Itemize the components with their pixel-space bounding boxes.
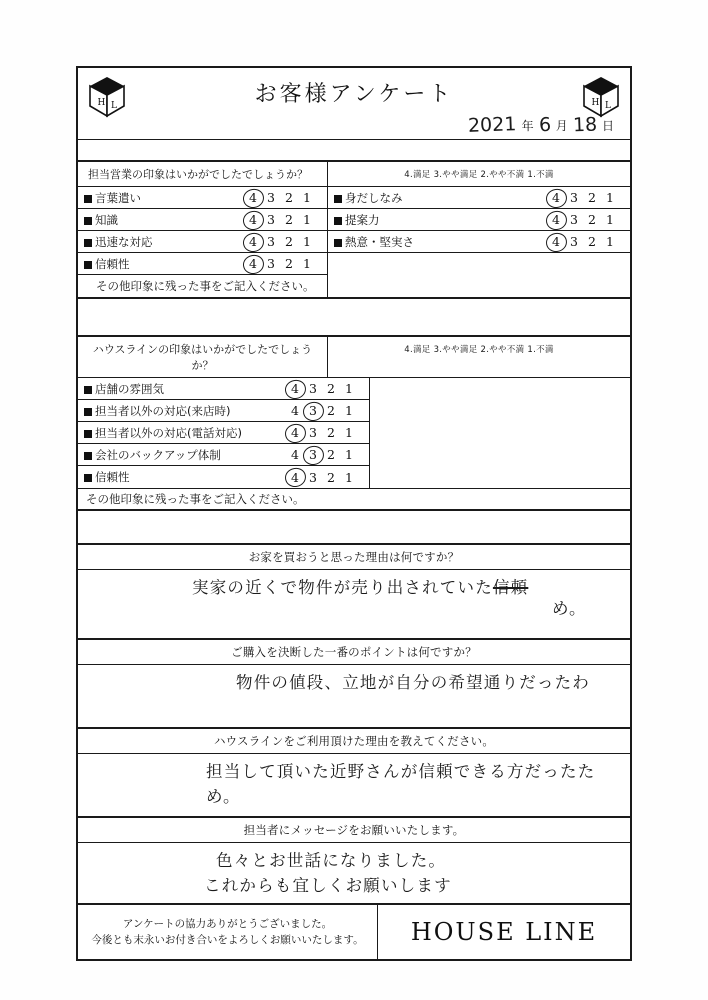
- rating-option-1[interactable]: 1: [303, 256, 311, 271]
- rating-option-1[interactable]: 1: [345, 403, 353, 418]
- rating-option-3[interactable]: 3: [309, 425, 317, 440]
- rating-label: 店舗の雰囲気: [78, 381, 289, 397]
- section1-rating-grid: [78, 187, 630, 299]
- rating-label: 会社のバックアップ体制: [78, 447, 289, 463]
- rating-scale[interactable]: [247, 212, 327, 227]
- rating-option-4[interactable]: 4: [247, 190, 259, 205]
- rating-scale[interactable]: [289, 447, 369, 462]
- date-month-value: 6: [538, 113, 552, 137]
- rating-scale[interactable]: [289, 403, 369, 418]
- rating-scale[interactable]: [247, 256, 327, 271]
- struck-text: 信頼: [492, 578, 529, 597]
- empty-cell: [328, 253, 630, 275]
- rating-option-3[interactable]: 3: [267, 234, 275, 249]
- rating-label: 信頼性: [78, 256, 247, 272]
- rating-row[interactable]: [78, 378, 369, 400]
- rating-scale[interactable]: [550, 212, 630, 227]
- handwritten-answer-3: 担当して頂いた近野さんが信頼できる方だったため。: [206, 762, 596, 806]
- free-answer-4[interactable]: [78, 843, 630, 905]
- rating-option-1[interactable]: 1: [606, 212, 614, 227]
- rating-label: 熱意・堅実さ: [328, 234, 550, 250]
- bullet-square-icon: [84, 430, 92, 438]
- free-question-prompt-4: 担当者にメッセージをお願いいたします。: [78, 818, 630, 843]
- rating-option-1[interactable]: 1: [303, 190, 311, 205]
- form-footer: [78, 905, 630, 959]
- rating-option-2[interactable]: 2: [327, 469, 335, 485]
- rating-option-4[interactable]: 4: [247, 234, 259, 249]
- rating-option-2[interactable]: 2: [285, 234, 293, 249]
- handwritten-answer-1-tail: め。: [552, 598, 587, 618]
- rating-option-2[interactable]: 2: [285, 212, 293, 227]
- rating-option-4[interactable]: 4: [247, 256, 259, 271]
- bullet-square-icon: [84, 239, 92, 247]
- rating-label: 担当者以外の対応(電話対応): [78, 425, 289, 441]
- date-year-unit: 年: [521, 119, 534, 133]
- rating-option-1[interactable]: 1: [345, 425, 353, 440]
- section1-note-prompt: その他印象に残った事をご記入ください。: [96, 279, 315, 293]
- rating-scale[interactable]: [550, 234, 630, 249]
- section2-empty-column: [370, 378, 630, 488]
- rating-option-4[interactable]: 4: [550, 212, 562, 227]
- survey-form-sheet: [76, 66, 632, 961]
- rating-row[interactable]: [328, 231, 630, 253]
- rating-option-2[interactable]: 2: [327, 425, 335, 440]
- rating-option-4[interactable]: 4: [289, 381, 301, 396]
- empty-cell: [328, 275, 630, 297]
- rating-row[interactable]: [78, 466, 369, 488]
- rating-row[interactable]: [328, 187, 630, 209]
- date-day-value: 18: [572, 113, 598, 137]
- rating-label: 担当者以外の対応(来店時): [78, 403, 289, 419]
- header-spacer-row: [78, 140, 630, 162]
- bullet-square-icon: [84, 452, 92, 460]
- free-answer-3[interactable]: [78, 754, 630, 818]
- free-question-prompt-3: ハウスラインをご利用頂けた理由を教えてください。: [78, 729, 630, 754]
- date-day-unit: 日: [601, 119, 614, 133]
- rating-row[interactable]: [78, 253, 327, 275]
- svg-text:H: H: [97, 98, 106, 108]
- rating-label: 身だしなみ: [328, 190, 550, 206]
- rating-option-2[interactable]: 2: [327, 403, 335, 418]
- handwritten-answer-4-line2: これからも宜しくお願いします: [204, 875, 452, 895]
- rating-label: 信頼性: [78, 469, 289, 485]
- rating-option-3[interactable]: 3: [570, 234, 578, 249]
- rating-row[interactable]: [328, 209, 630, 231]
- rating-row[interactable]: [78, 209, 327, 231]
- rating-option-3[interactable]: 3: [570, 190, 578, 205]
- rating-scale[interactable]: [247, 190, 327, 205]
- rating-option-4[interactable]: 4: [289, 470, 301, 485]
- section1-header: [78, 162, 630, 187]
- rating-row[interactable]: [78, 400, 369, 422]
- rating-label: 提案力: [328, 212, 550, 228]
- rating-option-3[interactable]: 3: [267, 190, 275, 205]
- svg-text:H: H: [591, 98, 600, 108]
- bullet-square-icon: [84, 386, 92, 394]
- handwritten-answer-2: 物件の値段、立地が自分の希望通りだったわ: [236, 673, 590, 692]
- section2-heading: ハウスラインの印象はいかがでしたでしょうか？: [78, 337, 328, 377]
- bullet-square-icon: [84, 261, 92, 269]
- rating-scale[interactable]: [289, 425, 369, 440]
- free-question-prompt-1: お家を買おうと思った理由は何ですか？: [78, 545, 630, 570]
- rating-label: 迅速な対応: [78, 234, 247, 250]
- bullet-square-icon: [334, 217, 342, 225]
- date-year-value: 2021: [467, 113, 518, 137]
- section2-note-answer[interactable]: [78, 511, 630, 545]
- section1-heading: 担当営業の印象はいかがでしたでしょうか？: [78, 162, 328, 186]
- rating-scale[interactable]: [247, 234, 327, 249]
- bullet-square-icon: [334, 195, 342, 203]
- rating-option-2[interactable]: 2: [588, 212, 596, 227]
- section2-items-column: [78, 378, 370, 488]
- rating-option-1[interactable]: 1: [606, 234, 614, 249]
- rating-row[interactable]: [78, 231, 327, 253]
- section2-header: [78, 337, 630, 378]
- section2-rating-grid: [78, 378, 630, 489]
- form-header: [78, 68, 630, 140]
- section1-scale-legend: 4.満足 3.やや満足 2.やや不満 1.不満: [404, 170, 554, 180]
- page-title: お客様アンケート: [254, 82, 454, 107]
- thanks-line-2: 今後とも末永いお付き合いをよろしくお願いいたします。: [91, 934, 364, 946]
- bullet-square-icon: [84, 408, 92, 416]
- date-month-unit: 月: [555, 119, 568, 133]
- svg-text:L: L: [605, 101, 611, 111]
- handwritten-answer-1: 実家の近くで物件が売り出されていた信頼 め。: [96, 576, 616, 622]
- rating-option-3[interactable]: 3: [267, 256, 275, 271]
- bullet-square-icon: [334, 239, 342, 247]
- rating-option-4[interactable]: 4: [291, 403, 299, 418]
- free-answer-2[interactable]: [78, 665, 630, 729]
- thanks-line-1: アンケートの協力ありがとうございました。: [122, 917, 333, 930]
- rating-option-3[interactable]: 3: [309, 381, 317, 396]
- rating-label: 知識: [78, 212, 247, 228]
- rating-option-4[interactable]: 4: [247, 212, 259, 227]
- rating-option-1[interactable]: 1: [345, 381, 353, 396]
- rating-option-2[interactable]: 2: [588, 234, 596, 249]
- rating-option-3[interactable]: 3: [307, 403, 319, 418]
- rating-option-2[interactable]: 2: [285, 256, 293, 271]
- bullet-square-icon: [84, 195, 92, 203]
- bullet-square-icon: [84, 217, 92, 225]
- hl-cube-logo-icon-right: [581, 75, 621, 119]
- rating-option-1[interactable]: 1: [606, 190, 614, 205]
- rating-option-3[interactable]: 3: [267, 212, 275, 227]
- rating-scale[interactable]: [550, 190, 630, 205]
- bullet-square-icon: [84, 474, 92, 482]
- rating-scale[interactable]: [289, 470, 369, 485]
- rating-option-4[interactable]: 4: [550, 190, 562, 205]
- section1-right-column: [328, 187, 630, 297]
- rating-option-1[interactable]: 1: [303, 234, 311, 249]
- rating-option-1[interactable]: 1: [345, 447, 353, 462]
- handwritten-answer-4-line1: 色々とお世話になりました。: [216, 851, 447, 870]
- rating-option-1[interactable]: 1: [345, 469, 353, 485]
- rating-option-3[interactable]: 3: [570, 212, 578, 227]
- rating-row[interactable]: [78, 187, 327, 209]
- rating-option-1[interactable]: 1: [303, 212, 311, 227]
- rating-option-4[interactable]: 4: [291, 447, 299, 462]
- brand-name: HOUSE LINE: [410, 918, 598, 946]
- rating-row[interactable]: [78, 422, 369, 444]
- section2-scale-legend: 4.満足 3.やや満足 2.やや不満 1.不満: [404, 345, 554, 355]
- thanks-message: [78, 905, 378, 959]
- free-answer-1[interactable]: [78, 570, 630, 640]
- rating-scale[interactable]: [289, 381, 369, 396]
- rating-option-2[interactable]: 2: [588, 190, 596, 205]
- section1-note-answer[interactable]: [78, 299, 630, 337]
- rating-option-2[interactable]: 2: [327, 381, 335, 396]
- rating-label: 言葉遣い: [78, 190, 247, 206]
- rating-option-4[interactable]: 4: [550, 234, 562, 249]
- rating-option-4[interactable]: 4: [289, 425, 301, 440]
- section1-left-column: [78, 187, 328, 297]
- rating-option-3[interactable]: 3: [307, 447, 319, 462]
- rating-option-3[interactable]: 3: [309, 469, 317, 485]
- svg-text:L: L: [111, 101, 117, 111]
- rating-option-2[interactable]: 2: [285, 190, 293, 205]
- date-field[interactable]: [466, 113, 614, 137]
- rating-row[interactable]: [78, 444, 369, 466]
- section2-note-prompt: その他印象に残った事をご記入ください。: [78, 489, 630, 511]
- rating-option-2[interactable]: 2: [327, 447, 335, 462]
- free-question-prompt-2: ご購入を決断した一番のポイントは何ですか？: [78, 640, 630, 665]
